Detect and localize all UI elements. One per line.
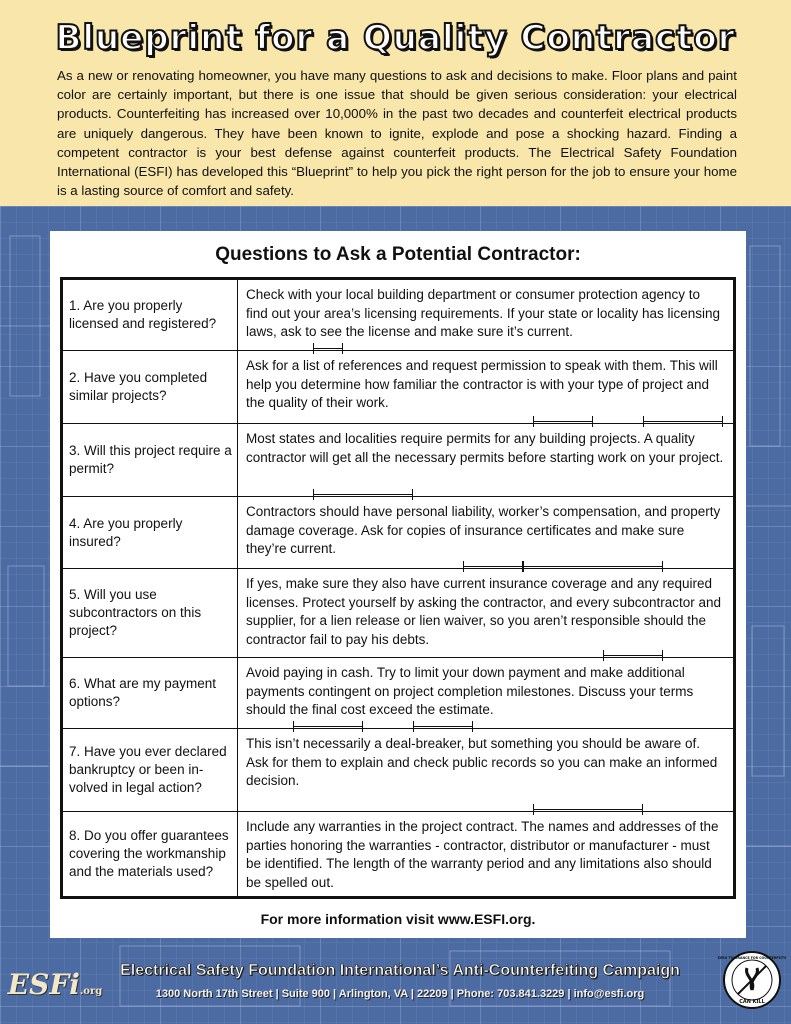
- table-row: [63, 424, 733, 496]
- question-cell: 3. Will this project require a permit?: [63, 424, 238, 496]
- question-cell: 6. What are my payment options?: [63, 658, 238, 728]
- question-cell: 5. Will you use subcontractors on this project?: [63, 569, 238, 657]
- answer-cell: If yes, make sure they also have current insurance coverage and any required licenses. Protect yourself by asking the contractor, and every subcontractor and supplier, for a lien release or lien waiver, so you aren’t responsible should the contractor fail to pay his debts.: [246, 576, 721, 647]
- answer-cell: Ask for a list of references and request permission to speak with them. This will help you determine how familiar the contractor is with your type of project and the quality of their work.: [246, 358, 718, 410]
- contact-address: 1300 North 17th Street | Suite 900 | Arlington, VA | 22209 | Phone: 703.841.3229 | info@esfi.org: [155, 988, 645, 1000]
- table-row: [63, 729, 733, 811]
- intro-paragraph: As a new or renovating homeowner, you have many questions to ask and decisions to make. Floor plans and paint color are certainly important, but there is one issue that should be given serious consideration: your electrical products. Counterfeiting has increased over 10,000% in the past two decades and counterfeit electrical products are uniquely dangerous. They have been known to ignite, explode and pose a shocking hazard. Finding a competent contractor is your best defense against counterfeit products. The Electrical Safety Foundation International (ESFI) has developed this “Blueprint” to help you pick the right person for the job to ensure your home is a lasting source of comfort and safety.: [57, 68, 737, 199]
- answer-cell: Avoid paying in cash. Try to limit your down payment and make additional payments contingent on project completion milestones. Discuss your terms should the final cost exceed the estimate.: [246, 665, 694, 717]
- question-cell: 8. Do you offer guarantees covering the workmanship and the materials used?: [63, 812, 238, 896]
- logo-text: ESFi: [7, 967, 80, 1001]
- dimension-mark: [293, 726, 363, 727]
- dimension-mark: [533, 809, 643, 810]
- badge-top-text: ZERO TOLERANCE FOR COUNTERFEITS: [717, 956, 787, 960]
- panel-heading: Questions to Ask a Potential Contractor:: [215, 244, 581, 265]
- logo-suffix: .org: [79, 985, 103, 997]
- questions-panel: [50, 231, 746, 938]
- more-info-text: For more information visit www.ESFI.org.: [260, 911, 536, 927]
- dimension-mark: [523, 566, 663, 567]
- badge-bottom-text: CAN KILL: [739, 999, 765, 1005]
- esfi-logo: [7, 960, 103, 1008]
- dimension-mark: [463, 566, 523, 567]
- questions-table: [60, 277, 736, 899]
- question-cell: 1. Are you properly licensed and registered?: [63, 280, 238, 350]
- dimension-mark: [313, 494, 413, 495]
- question-cell: 7. Have you ever declared bankruptcy or been in-volved in legal action?: [63, 729, 238, 811]
- table-row: [63, 812, 733, 896]
- question-cell: 2. Have you completed similar projects?: [63, 351, 238, 423]
- table-row: [63, 497, 733, 568]
- answer-cell: Contractors should have personal liability, worker’s compensation, and property damage coverage. Ask for copies of insurance certificates and make sure they’re current.: [246, 504, 721, 556]
- table-row: [63, 351, 733, 423]
- dimension-mark: [413, 726, 473, 727]
- dimension-mark: [313, 348, 343, 349]
- answer-cell: This isn’t necessarily a deal-breaker, but something you should be aware of. Ask for them to explain and check public records so you can make an informed decision.: [246, 736, 718, 788]
- dimension-mark: [643, 421, 723, 422]
- answer-cell: Include any warranties in the project contract. The names and addresses of the parties honoring the warranties - contractor, distributor or manufacturer - must be identified. The length of the warranty period and any limitations also should be spelled out.: [246, 819, 719, 890]
- dimension-mark: [603, 655, 663, 656]
- answer-cell: Check with your local building department or consumer protection agency to find out your area’s licensing requirements. If your state or locality has licensing laws, ask to see the license and make sure it’s current.: [246, 287, 720, 339]
- counterfeit-badge-icon: [717, 950, 787, 1010]
- page-title: Blueprint for a Quality Contractor: [55, 18, 736, 58]
- campaign-title: Electrical Safety Foundation International’s Anti-Counterfeiting Campaign: [120, 962, 680, 979]
- table-row: [63, 280, 733, 350]
- answer-cell: Most states and localities require permits for any building projects. A quality contractor will get all the necessary permits before starting work on your project.: [246, 431, 724, 465]
- question-cell: 4. Are you properly insured?: [63, 497, 238, 568]
- table-row: [63, 569, 733, 657]
- table-row: [63, 658, 733, 728]
- dimension-mark: [533, 421, 593, 422]
